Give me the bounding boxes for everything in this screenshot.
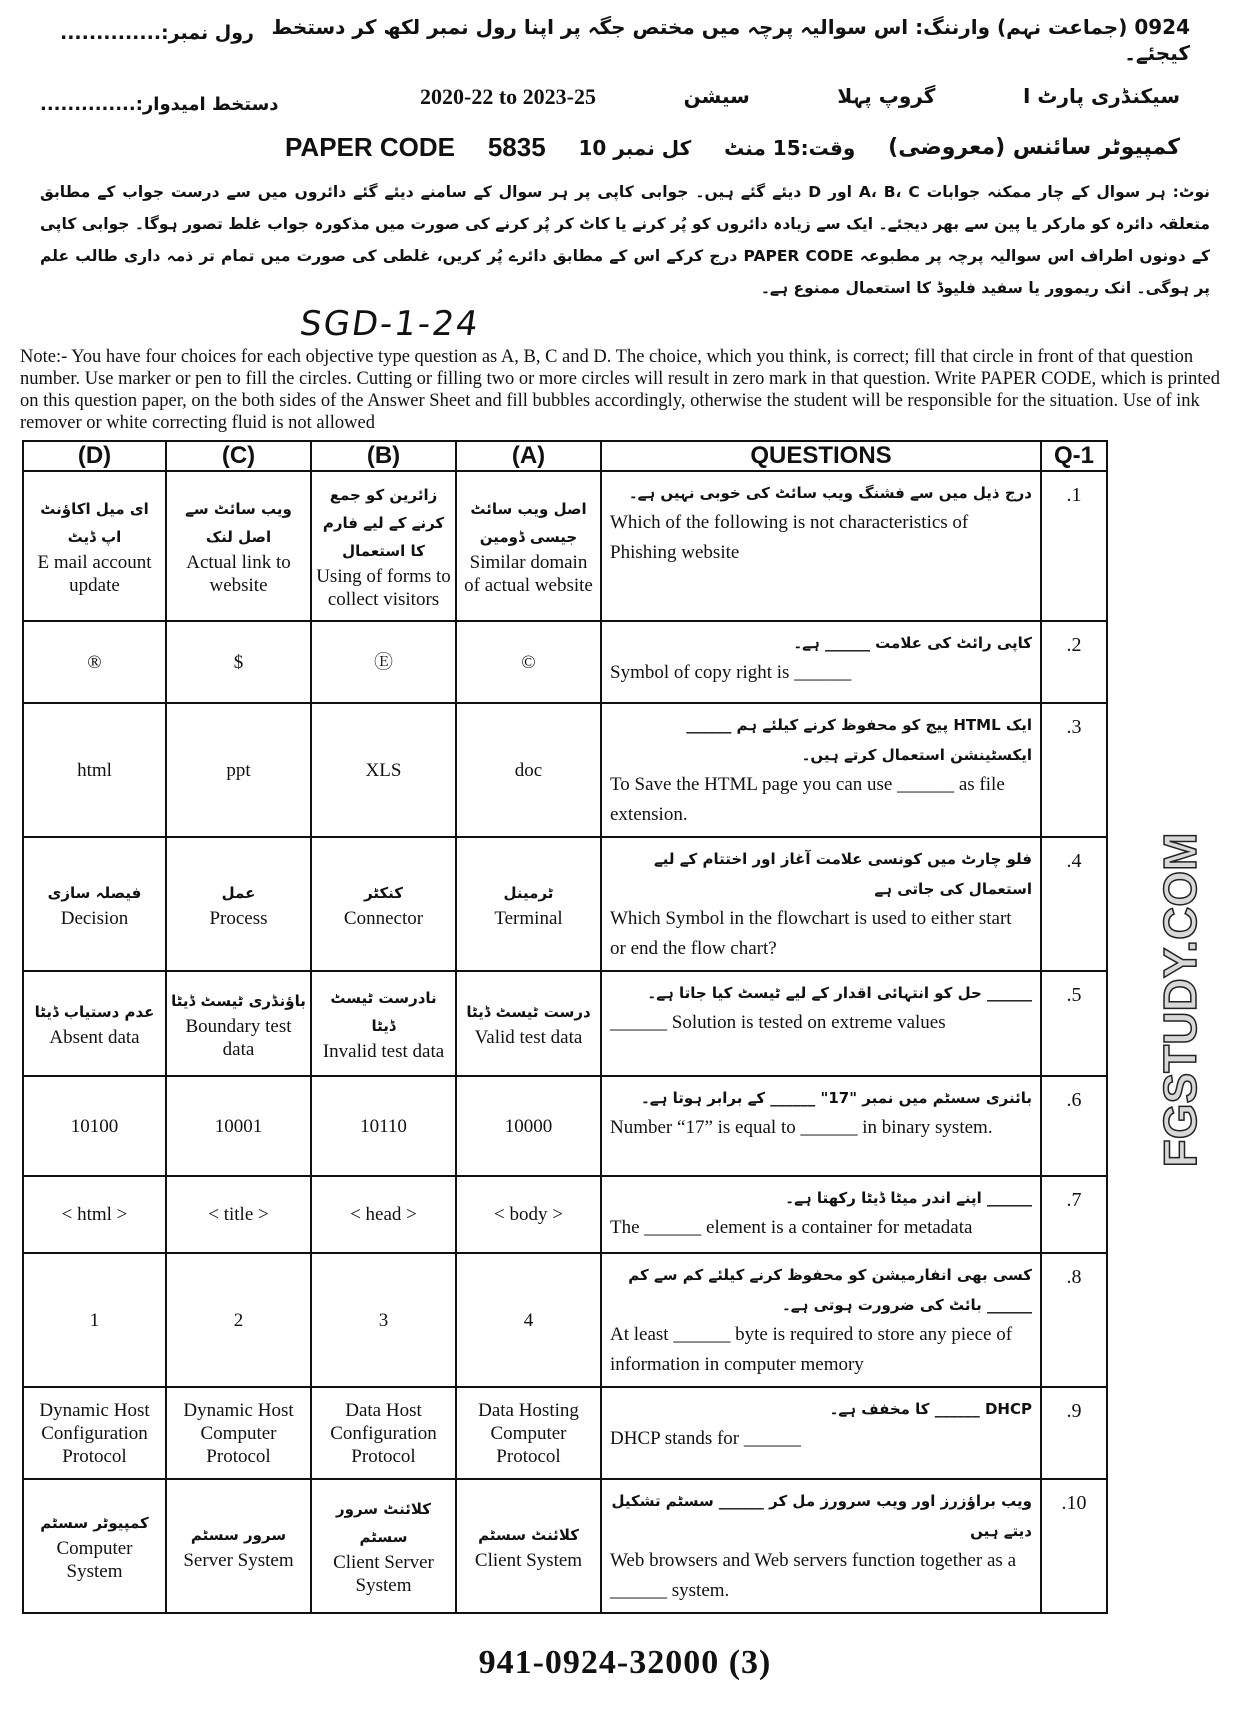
option-b-text: XLS — [365, 759, 402, 781]
option-b-text: Ⓔ — [373, 651, 393, 673]
option-a-text: 10000 — [504, 1115, 553, 1137]
table-row — [23, 1253, 1107, 1387]
table-row — [23, 1076, 1107, 1176]
header-option-d: (D) — [23, 441, 166, 471]
option-c-text: Boundary test data — [185, 1015, 292, 1060]
question-urdu: فلو چارٹ میں کونسی علامت آغاز اور اختتام کے لیے استعمال کی جاتی ہے — [653, 850, 1032, 898]
question-english: The ______ element is a container for metadata — [610, 1217, 973, 1238]
question-cell — [601, 1253, 1041, 1387]
option-a-text: Data Hosting Computer Protocol — [478, 1399, 579, 1467]
footer-code: 941-0924-32000 (3) — [478, 1644, 772, 1681]
option-c-urdu: عمل — [221, 883, 256, 902]
option-c-text: Process — [209, 907, 268, 929]
option-c — [166, 971, 311, 1076]
question-english: Which Symbol in the flowchart is used to either start or end the flow chart? — [610, 908, 1012, 959]
option-d — [23, 1387, 166, 1479]
option-d-text: Absent data — [49, 1027, 140, 1048]
question-number: .6 — [1041, 1076, 1107, 1176]
watermark: FGSTUDY.COM — [1154, 832, 1206, 1168]
question-urdu: کسی بھی انفارمیشن کو محفوظ کرنے کیلئے کم سے کم ______ بائٹ کی ضرورت ہوتی ہے۔ — [628, 1266, 1032, 1314]
option-c — [166, 1176, 311, 1253]
option-b-text: Client Server System — [333, 1552, 434, 1596]
option-c-text: < title > — [208, 1204, 269, 1225]
option-d-urdu: فیصلہ سازی — [47, 883, 142, 902]
question-cell — [601, 837, 1041, 971]
header-option-c: (C) — [166, 441, 311, 471]
option-c-text: ppt — [226, 759, 251, 781]
option-b — [311, 1176, 456, 1253]
page-body — [0, 176, 1250, 1682]
question-cell — [601, 1387, 1041, 1479]
option-d-urdu: ای میل اکاؤنٹ اپ ڈیٹ — [40, 500, 149, 546]
subject-title: کمپیوٹر سائنس (معروضی) — [888, 135, 1180, 160]
option-d — [23, 971, 166, 1076]
option-c-text: 2 — [233, 1309, 244, 1331]
option-c — [166, 1387, 311, 1479]
question-number: .10 — [1041, 1479, 1107, 1613]
session-years: 2020-22 to 2023-25 — [420, 84, 596, 109]
option-b — [311, 1387, 456, 1479]
option-c-text: 10001 — [214, 1115, 263, 1137]
option-a — [456, 1176, 601, 1253]
option-d-text: Decision — [60, 907, 129, 929]
option-a — [456, 971, 601, 1076]
option-d-text: Dynamic Host Configuration Protocol — [39, 1399, 150, 1467]
question-number: .8 — [1041, 1253, 1107, 1387]
option-c-urdu: ویب سائٹ سے اصل لنک — [185, 500, 292, 546]
question-number: .4 — [1041, 837, 1107, 971]
question-number: .9 — [1041, 1387, 1107, 1479]
header-option-a: (A) — [456, 441, 601, 471]
option-b — [311, 471, 456, 621]
option-b-text: 3 — [378, 1309, 389, 1331]
table-row — [23, 621, 1107, 703]
warning-line: 0924 (جماعت نہم) وارننگ: اس سوالیہ پرچہ میں مختص جگہ پر اپنا رول نمبر لکھ کر دستخط کیجئے۔ — [271, 15, 1190, 65]
question-number: .7 — [1041, 1176, 1107, 1253]
table-row — [23, 1387, 1107, 1479]
option-c — [166, 1076, 311, 1176]
question-cell — [601, 703, 1041, 837]
question-urdu: کاپی رائٹ کی علامت ______ ہے۔ — [793, 634, 1032, 652]
option-c-urdu: سرور سسٹم — [190, 1525, 287, 1544]
question-urdu: درج ذیل میں سے فشنگ ویب سائٹ کی خوبی نہیں ہے۔ — [628, 484, 1032, 502]
question-urdu: بائنری سسٹم میں نمبر "17" ______ کے برابر ہوتا ہے۔ — [641, 1089, 1032, 1107]
option-d-text: < html > — [61, 1204, 128, 1225]
option-c — [166, 1253, 311, 1387]
table-row — [23, 471, 1107, 621]
option-c — [166, 1479, 311, 1613]
question-number: .2 — [1041, 621, 1107, 703]
option-a-urdu: اصل ویب سائٹ جیسی ڈومین — [470, 500, 587, 546]
option-d-text: 1 — [89, 1309, 100, 1331]
question-cell — [601, 471, 1041, 621]
option-b-urdu: نادرست ٹیسٹ ڈیٹا — [330, 989, 437, 1035]
paper-code-value: 5835 — [487, 132, 546, 162]
option-a — [456, 621, 601, 703]
question-urdu: ایک HTML پیج کو محفوظ کرنے کیلئے ہم ______ ایکسٹینشن استعمال کرتے ہیں۔ — [686, 716, 1032, 764]
option-d-text: 10100 — [70, 1115, 119, 1137]
question-cell — [601, 1076, 1041, 1176]
question-english: Symbol of copy right is ______ — [610, 662, 852, 683]
option-b-text: Data Host Configuration Protocol — [330, 1399, 437, 1467]
question-urdu: DHCP ______ کا مخفف ہے۔ — [829, 1400, 1032, 1418]
option-d-text: ® — [87, 651, 102, 673]
question-urdu: ______ حل کو انتہائی اقدار کے لیے ٹیسٹ کیا جاتا ہے۔ — [647, 984, 1032, 1002]
option-b — [311, 621, 456, 703]
option-b-urdu: کنکٹر — [363, 883, 404, 902]
option-b-text: Using of forms to collect visitors — [316, 566, 451, 610]
question-english: At least ______ byte is required to store any piece of information in computer memory — [610, 1324, 1013, 1375]
option-c — [166, 621, 311, 703]
option-b-text: Connector — [343, 907, 424, 929]
english-instructions: Note:- You have four choices for each objective type question as A, B, C and D. The choice, which you think, is correct; fill that circle in front of that question number. Use marker or pen to fill the circles. Cutting or filling two or more circles will result in zero mark in that question. Write PAPER CODE, which is printed on this question paper, on the both sides of the Answer Sheet and fill bubbles accordingly, otherwise the student will be responsible for the situation. Use of ink remover or white correcting fluid is not allowed — [20, 347, 1220, 433]
table-row — [23, 703, 1107, 837]
question-english: DHCP stands for ______ — [610, 1428, 801, 1449]
candidate-signature-field: دستخط امیدوار:.............. — [40, 94, 279, 115]
option-d-urdu: کمپیوٹر سسٹم — [40, 1514, 149, 1532]
option-a-text: Client System — [474, 1549, 583, 1571]
option-d — [23, 1479, 166, 1613]
option-a — [456, 1253, 601, 1387]
option-d-urdu: عدم دستیاب ڈیٹا — [34, 1003, 155, 1021]
option-a — [456, 1479, 601, 1613]
table-header-row — [23, 441, 1107, 471]
option-b — [311, 1253, 456, 1387]
option-a — [456, 1076, 601, 1176]
question-number: .1 — [1041, 471, 1107, 621]
session-label: سیشن — [683, 84, 750, 108]
option-a-text: Terminal — [494, 907, 563, 929]
header-questions: QUESTIONS — [601, 441, 1041, 471]
roll-number-field: رول نمبر:.............. — [60, 22, 254, 44]
handwritten-code-row — [0, 304, 1250, 344]
option-b-urdu: زائرین کو جمع کرنے کے لیے فارم کا استعمال — [322, 486, 445, 560]
question-english: To Save the HTML page you can use ______ as file extension. — [610, 774, 1005, 825]
header-question-number: Q-1 — [1041, 441, 1107, 471]
question-cell — [601, 1479, 1041, 1613]
option-a-urdu: ٹرمینل — [503, 883, 554, 902]
urdu-instructions: نوٹ: ہر سوال کے چار ممکنہ جوابات A، B، C اور D دیئے گئے ہیں۔ جوابی کاپی پر ہر سوال کے سامنے دیئے گئے دائروں میں سے درست جواب کے مطابق متعلقہ دائرہ کو مارکر یا پین سے بھر دیجئے۔ ایک سے زیادہ دائروں کو پُر کرنے یا کاٹ کر پُر کرنے کی صورت میں مذکورہ جواب غلط تصور ہوگا۔ جوابی کاپی کے دونوں اطراف اس سوالیہ پرچہ پر مطبوعہ PAPER CODE درج کرکے اس کے مطابق دائرے پُر کریں، غلطی کی صورت میں تمام تر ذمہ داری طالب علم پر ہوگی۔ انک ریموور یا سفید فلیوڈ کا استعمال ممنوع ہے۔ — [40, 183, 1210, 297]
subject-line — [285, 132, 1180, 163]
total-marks: کل نمبر 10 — [578, 135, 692, 160]
option-b — [311, 1479, 456, 1613]
questions-table — [22, 440, 1108, 1614]
option-a-text: 4 — [523, 1309, 534, 1331]
handwritten-code: SGD-1-24 — [297, 304, 483, 344]
option-a — [456, 703, 601, 837]
question-english: ______ Solution is tested on extreme values — [610, 1012, 946, 1033]
option-b — [311, 837, 456, 971]
option-a-urdu: درست ٹیسٹ ڈیٹا — [466, 1003, 591, 1021]
option-b-text: 10110 — [360, 1115, 407, 1137]
option-c-text: Dynamic Host Computer Protocol — [183, 1399, 294, 1467]
option-c-text: $ — [233, 651, 244, 673]
question-number: .3 — [1041, 703, 1107, 837]
option-c-text: Actual link to website — [186, 552, 291, 596]
option-d-text: Computer System — [56, 1538, 133, 1582]
option-c — [166, 703, 311, 837]
exam-info-line — [420, 84, 1180, 110]
question-urdu: ______ اپنے اندر میٹا ڈیٹا رکھتا ہے۔ — [785, 1189, 1032, 1207]
option-a-text: < body > — [494, 1204, 563, 1225]
option-a-text: © — [521, 651, 536, 673]
option-d — [23, 1176, 166, 1253]
option-b-text: < head > — [350, 1204, 417, 1225]
option-b-text: Invalid test data — [322, 1041, 445, 1062]
group-label: گروپ پہلا — [837, 84, 936, 108]
option-b — [311, 703, 456, 837]
paper-code-label: PAPER CODE — [285, 132, 455, 162]
option-a-urdu: کلائنٹ سسٹم — [478, 1525, 579, 1544]
option-a — [456, 837, 601, 971]
option-a-text: Similar domain of actual website — [464, 552, 593, 596]
option-d — [23, 621, 166, 703]
option-d — [23, 703, 166, 837]
option-a-text: Valid test data — [474, 1027, 583, 1048]
option-d — [23, 471, 166, 621]
option-d — [23, 1076, 166, 1176]
part-label: سیکنڈری پارٹ I — [1022, 84, 1180, 108]
option-d — [23, 1253, 166, 1387]
option-c — [166, 837, 311, 971]
option-b — [311, 971, 456, 1076]
table-row — [23, 971, 1107, 1076]
question-urdu: ویب براؤزرز اور ویب سرورز مل کر ______ سسٹم تشکیل دیتے ہیں — [611, 1492, 1032, 1540]
option-b — [311, 1076, 456, 1176]
option-c-urdu: باؤنڈری ٹیسٹ ڈیٹا — [171, 991, 306, 1010]
question-cell — [601, 971, 1041, 1076]
question-cell — [601, 621, 1041, 703]
option-a — [456, 1387, 601, 1479]
option-c — [166, 471, 311, 621]
option-b-urdu: کلائنٹ سرور سسٹم — [335, 1500, 431, 1546]
table-row — [23, 1479, 1107, 1613]
option-c-text: Server System — [183, 1549, 294, 1571]
option-d — [23, 837, 166, 971]
time-allowed: وقت:15 منٹ — [724, 135, 856, 160]
table-row — [23, 1176, 1107, 1253]
option-d-text: E mail account update — [37, 552, 152, 596]
table-row — [23, 837, 1107, 971]
question-cell — [601, 1176, 1041, 1253]
header-option-b: (B) — [311, 441, 456, 471]
question-english: Which of the following is not characteristics of Phishing website — [610, 512, 969, 563]
option-a — [456, 471, 601, 621]
question-english: Web browsers and Web servers function together as a ______ system. — [610, 1550, 1017, 1601]
option-d-text: html — [77, 759, 112, 781]
question-english: Number “17” is equal to ______ in binary system. — [610, 1117, 993, 1138]
question-number: .5 — [1041, 971, 1107, 1076]
option-a-text: doc — [514, 759, 543, 781]
